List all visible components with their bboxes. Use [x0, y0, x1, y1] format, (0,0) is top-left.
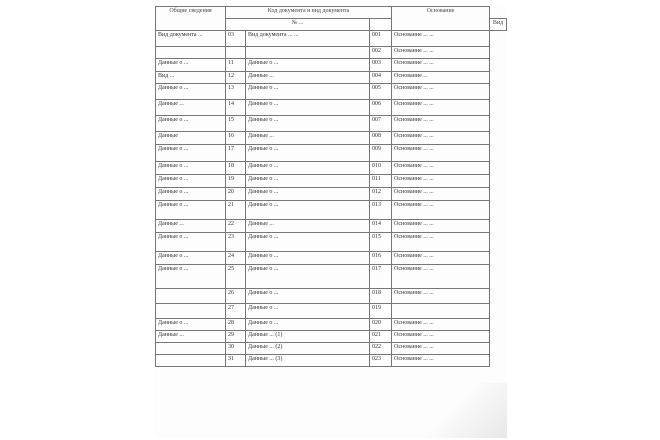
table-cell: Основание ... ... [392, 84, 490, 100]
table-cell: 004 [370, 72, 392, 84]
table-cell [156, 47, 226, 59]
table-row [156, 100, 507, 116]
table-cell: 020 [370, 319, 392, 331]
table-cell [156, 289, 226, 304]
table-cell: Данные ... [156, 100, 226, 116]
table-cell: 23 [226, 233, 246, 252]
table-cell: 018 [370, 289, 392, 304]
table-cell: Основание ... ... [392, 116, 490, 132]
table-cell: 14 [226, 100, 246, 116]
table-cell: Данные о ... [246, 84, 370, 100]
table-cell: 002 [370, 47, 392, 59]
table-cell: 023 [370, 355, 392, 367]
table-row [156, 319, 507, 331]
table-cell: 17 [226, 145, 246, 162]
table-cell: 012 [370, 188, 392, 201]
table-cell: 003 [370, 59, 392, 72]
table-cell: 27 [226, 304, 246, 319]
table-cell: Данные о ... [156, 59, 226, 72]
table-cell: 014 [370, 220, 392, 233]
table-cell: Данные [156, 132, 226, 145]
subheader-blank [370, 19, 392, 31]
table-cell: Данные о ... [156, 188, 226, 201]
table-row [156, 201, 507, 220]
table-cell: Данные о ... [246, 188, 370, 201]
table-header-row [156, 7, 507, 19]
table-cell: 12 [226, 72, 246, 84]
table-row [156, 47, 507, 59]
table-row [156, 188, 507, 201]
table-cell: 017 [370, 265, 392, 289]
table-cell: 011 [370, 175, 392, 188]
table-cell: Основание ... ... [392, 59, 490, 72]
table-cell: Основание ... ... [392, 233, 490, 252]
table-cell: 010 [370, 162, 392, 175]
table-row [156, 220, 507, 233]
table-cell: 015 [370, 233, 392, 252]
table-cell: Данные о ... [246, 252, 370, 265]
table-cell: Данные о ... [246, 145, 370, 162]
table-cell: Данные ... [156, 220, 226, 233]
table-row [156, 84, 507, 100]
header-basis: Основание [392, 7, 490, 31]
table-row [156, 289, 507, 304]
table-row [156, 343, 507, 355]
table-cell: 26 [226, 289, 246, 304]
table-cell: Данные о ... [156, 201, 226, 220]
table-cell: Данные о ... [246, 116, 370, 132]
table-cell: 11 [226, 59, 246, 72]
table-cell: Основание ... ... [392, 252, 490, 265]
table-cell [156, 343, 226, 355]
table-cell: 005 [370, 84, 392, 100]
table-cell: 007 [370, 116, 392, 132]
table-row [156, 252, 507, 265]
table-cell: Основание ... ... [392, 343, 490, 355]
table-cell: Вид документа ... [156, 31, 226, 47]
table-cell: Основание ... ... [392, 100, 490, 116]
table-cell: Данные о ... [246, 265, 370, 289]
table-cell: Данные ... [156, 331, 226, 343]
table-cell: 03 [226, 31, 246, 47]
table-cell: 22 [226, 220, 246, 233]
table-cell: Основание ... ... [392, 220, 490, 233]
table-cell: Данные о ... [156, 233, 226, 252]
table-cell: Основание ... ... [392, 132, 490, 145]
table-cell: 013 [370, 201, 392, 220]
table-cell: Данные о ... [246, 319, 370, 331]
table-cell: Данные о ... [246, 100, 370, 116]
table-cell: Данные о ... [156, 162, 226, 175]
table-cell: 001 [370, 31, 392, 47]
table-row [156, 59, 507, 72]
document-sheet [155, 6, 507, 438]
table-cell: Основание ... ... [392, 331, 490, 343]
table-cell: 21 [226, 201, 246, 220]
table-cell: Основание ... [392, 72, 490, 84]
table-row [156, 355, 507, 367]
table-cell: 009 [370, 145, 392, 162]
table-cell [246, 47, 370, 59]
table-cell: 30 [226, 343, 246, 355]
table-row [156, 72, 507, 84]
table-cell: 019 [370, 304, 392, 319]
table-cell: 006 [370, 100, 392, 116]
table-cell: Основание ... ... [392, 188, 490, 201]
table-row [156, 331, 507, 343]
scan-shadow [417, 383, 507, 438]
table-cell: Данные о ... [246, 201, 370, 220]
table-cell [226, 47, 246, 59]
table-cell: 28 [226, 319, 246, 331]
table-cell: Данные ... (1) [246, 331, 370, 343]
table-cell [156, 304, 226, 319]
table-row [156, 31, 507, 47]
table-cell: Основание ... ... [392, 175, 490, 188]
table-cell: Данные ... (3) [246, 355, 370, 367]
table-body [156, 31, 507, 367]
table-cell: 15 [226, 116, 246, 132]
table-cell: 24 [226, 252, 246, 265]
table-row [156, 132, 507, 145]
table-cell: Данные о ... [156, 265, 226, 289]
table-cell: Основание ... ... [392, 162, 490, 175]
table-cell: Данные о ... [156, 252, 226, 265]
table-row [156, 116, 507, 132]
table-cell: Данные о ... [246, 304, 370, 319]
table-cell: Данные о ... [156, 175, 226, 188]
table-cell: Основание ... ... [392, 289, 490, 304]
table-cell: Вид ... [156, 72, 226, 84]
table-cell: Основание ... ... [392, 265, 490, 289]
table-row [156, 304, 507, 319]
table-cell: Данные ... (2) [246, 343, 370, 355]
table-cell: 18 [226, 162, 246, 175]
header-general: Общие сведения [156, 7, 226, 31]
table-cell: 16 [226, 132, 246, 145]
document-table [155, 6, 507, 367]
table-cell: Основание ... ... [392, 145, 490, 162]
table-cell: Вид документа ... ... [246, 31, 370, 47]
table-cell: Данные о ... [246, 233, 370, 252]
table-cell: 20 [226, 188, 246, 201]
table-cell: 021 [370, 331, 392, 343]
table-cell: Основание ... ... [392, 47, 490, 59]
table-cell: Основание ... ... [392, 31, 490, 47]
subheader-type: Вид [490, 19, 507, 31]
subheader-code: № ... [226, 19, 370, 31]
table-cell: 25 [226, 265, 246, 289]
table-cell: Данные ... [246, 72, 370, 84]
table-row [156, 233, 507, 252]
table-cell: Данные о ... [246, 175, 370, 188]
table-cell [156, 355, 226, 367]
table-row [156, 175, 507, 188]
table-row [156, 265, 507, 289]
table-cell: Данные о ... [156, 84, 226, 100]
table-cell: Данные о ... [246, 162, 370, 175]
table-cell: 31 [226, 355, 246, 367]
table-cell: Данные о ... [156, 145, 226, 162]
table-cell: 13 [226, 84, 246, 100]
table-row [156, 145, 507, 162]
table-cell: Данные ... [246, 132, 370, 145]
table-cell: Основание ... ... [392, 319, 490, 331]
table-cell: 19 [226, 175, 246, 188]
table-cell [392, 304, 490, 319]
table-cell: 016 [370, 252, 392, 265]
table-cell: Данные о ... [246, 289, 370, 304]
table-row [156, 162, 507, 175]
table-cell: Основание ... ... [392, 355, 490, 367]
table-cell: Основание ... ... [392, 201, 490, 220]
table-cell: Данные о ... [156, 116, 226, 132]
header-code-group: Код документа и вид документа [226, 7, 392, 19]
table-cell: Данные о ... [156, 319, 226, 331]
table-cell: Данные ... [246, 220, 370, 233]
table-cell: 29 [226, 331, 246, 343]
table-cell: 008 [370, 132, 392, 145]
table-cell: Данные о ... [246, 59, 370, 72]
table-cell: 022 [370, 343, 392, 355]
